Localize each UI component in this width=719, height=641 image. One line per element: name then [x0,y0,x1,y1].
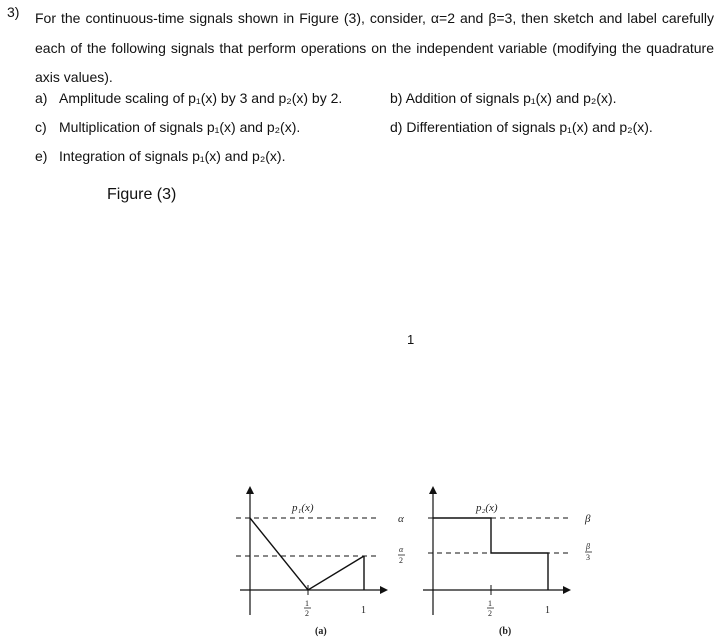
question-text: For the continuous-time signals shown in Figure (3), consider, α=2 and β=3, then sketch and label carefully each of the following signals that perform operations on the independent variable (modifying the quadrature axis values). [35,10,714,85]
item-d-text: Differentiation of signals p₁(x) and p₂(x). [406,119,653,135]
plot-a-half-level-den: 2 [399,556,403,565]
plot-b-title: p₂(x) [476,502,498,514]
item-c-text: Multiplication of signals p₁(x) and p₂(x). [59,119,301,135]
plot-b-tick-half-den: 2 [488,609,492,618]
item-e-label: e) [35,148,48,164]
plot-b-beta-label: β [585,513,591,525]
plot-b-tick-half-num: 1 [488,599,492,608]
stray-label: 1 [407,332,415,347]
figure-caption: Figure (3) [107,186,177,203]
item-b-text: Addition of signals p₁(x) and p₂(x). [405,90,617,106]
plot-b-signal [433,518,548,590]
plot-b-third-level-den: 3 [586,553,590,562]
item-a-text: Amplitude scaling of p₁(x) by 3 and p₂(x) by 2. [59,90,343,106]
plot-a-tick-half-den: 2 [305,609,309,618]
question-number: 3) [7,4,20,20]
plot-a-alpha-label: α [398,513,404,525]
item-e-text: Integration of signals p₁(x) and p₂(x). [59,148,286,164]
plot-b-third-level-num: β [586,542,590,551]
plot-a-sublabel: (a) [315,626,327,637]
item-a-label: a) [35,90,48,106]
plot-b-tick-one: 1 [545,605,550,616]
plot-a-signal [250,518,364,590]
plot-b [423,490,592,637]
plot-b-sublabel: (b) [499,626,512,637]
item-c-label: c) [35,119,47,135]
plot-a-tick-one: 1 [361,605,366,616]
plot-a-title: p₁(x) [292,502,314,514]
plot-a [236,490,405,637]
plot-a-tick-half-num: 1 [305,599,309,608]
item-d-label: d) [390,119,403,135]
plot-a-half-level-num: α [399,545,404,554]
item-b-label: b) [390,90,403,106]
